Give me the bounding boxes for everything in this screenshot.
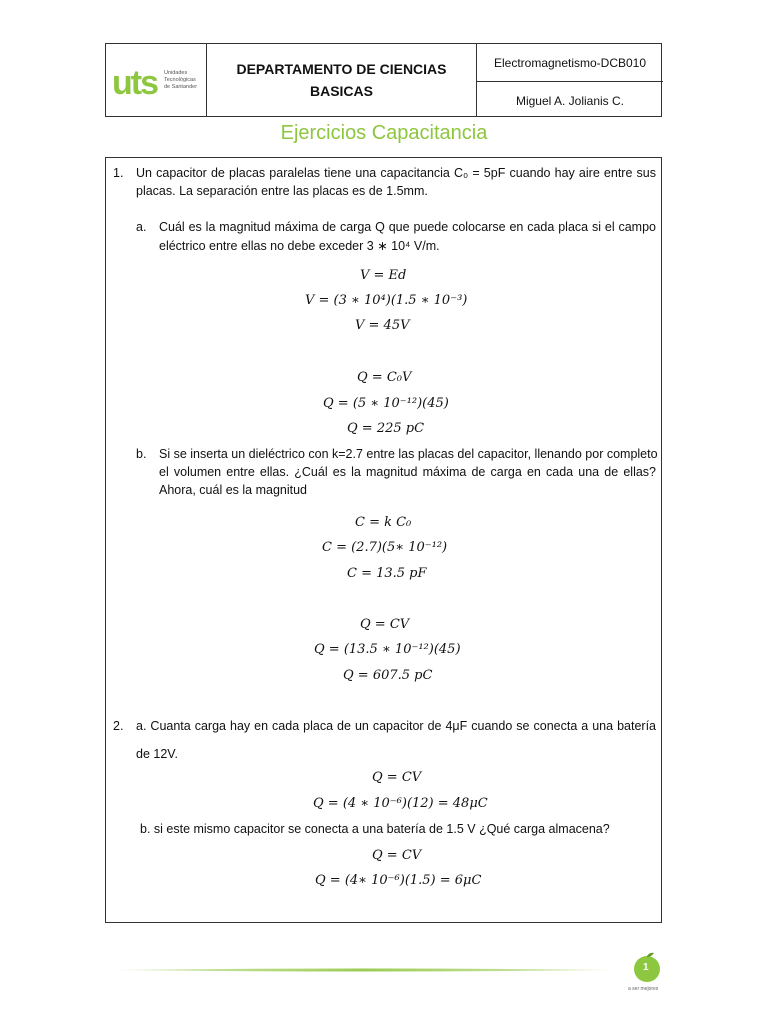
problem-1-text-line: Un capacitor de placas paralelas tiene una capacitancia C₀ = 5pF cuando hay aire entre sus [136,166,656,180]
footer-decorative-line [120,967,610,973]
problem-2-text-line: a. Cuanta carga hay en cada placa de un capacitor de 4μF cuando se conecta a una batería [136,719,656,733]
logo-cell [106,44,207,116]
logo-subtitle-line: Tecnológicas [164,77,196,83]
part-b-text-line: Si se inserta un dieléctrico con k=2.7 entre las placas del capacitor, llenando por completo [159,447,658,461]
author-name: Miguel A. Jolianis C. [515,93,625,108]
logo-subtitle-line: Unidades [164,70,188,76]
equation: Q = (5 ∗ 10⁻¹²)(45) [323,396,449,411]
equation: Q = (4∗ 10⁻⁶)(1.5) = 6μC [315,873,482,888]
problem-2-number: 2. [113,719,124,733]
equation: Q = CV [372,848,422,863]
document-header [105,43,662,117]
page-title: Ejercicios Capacitancia [280,122,488,144]
part-a-text-line: eléctrico entre ellas no debe exceder 3 ∗ 10⁴ V/m. [159,239,440,253]
equation: Q = 225 pC [347,421,425,436]
page-number: 1 [643,962,649,973]
department-line-1: DEPARTAMENTO DE CIENCIAS [236,61,447,77]
equation: Q = CV [372,770,422,785]
logo-subtitle-line: de Santander [164,84,198,90]
equation: Q = 607.5 pC [343,668,433,683]
equation: Q = C₀V [357,370,412,385]
equation: V = (3 ∗ 10⁴)(1.5 ∗ 10⁻³) [305,293,468,308]
course-info-cell [477,44,663,116]
problem-1-number: 1. [113,166,124,180]
footer-caption: a ser mejores [628,986,659,992]
part-b-text-line: Ahora, cuál es la magnitud [159,483,308,497]
department-cell [207,44,477,116]
part-b-label: b. [136,447,147,461]
course-code: Electromagnetismo-DCB010 [477,44,663,82]
part-b-text-line: el volumen entre ellas. ¿Cuál es la magnitud máxima de carga en cada una de ellas? [159,465,656,479]
equation: V = Ed [360,268,407,283]
problem-2-text-line: de 12V. [136,747,178,761]
logo-subtitle [164,70,197,91]
equation: Q = (4 ∗ 10⁻⁶)(12) = 48μC [313,796,488,811]
problem-1-text-line: placas. La separación entre las placas es de 1.5mm. [136,184,428,198]
part-a-label: a. [136,220,147,234]
equation: Q = CV [360,617,410,632]
equation: C = k C₀ [355,515,412,530]
equation: C = 13.5 pF [347,566,427,581]
uts-logo [112,66,204,100]
equation: C = (2.7)(5∗ 10⁻¹²) [322,540,448,555]
equation: Q = (13.5 ∗ 10⁻¹²)(45) [314,642,461,657]
logo-mark: uts [112,64,157,102]
equation: V = 45V [355,318,410,333]
part-a-text-line: Cuál es la magnitud máxima de carga Q que puede colocarse en cada placa si el campo [159,220,656,234]
problem-2-part-b-text: b. si este mismo capacitor se conecta a una batería de 1.5 V ¿Qué carga almacena? [140,822,610,836]
department-line-2: BASICAS [309,83,373,99]
